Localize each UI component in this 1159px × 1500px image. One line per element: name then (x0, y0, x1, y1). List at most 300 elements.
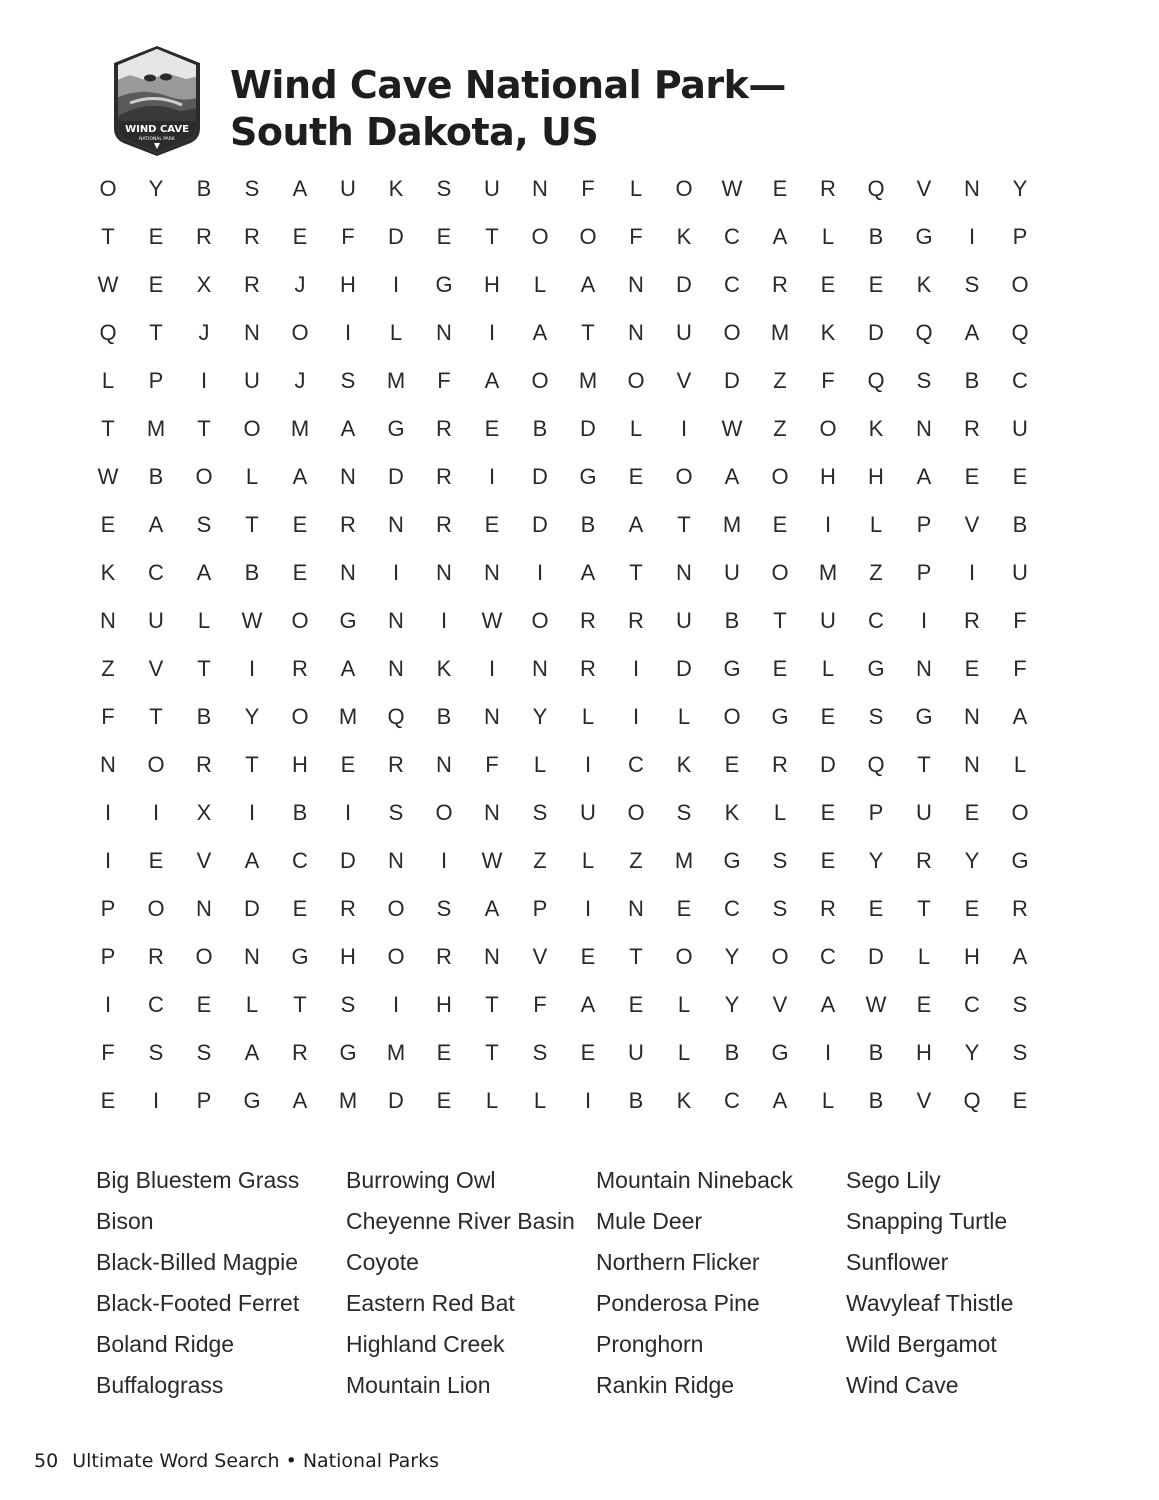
grid-letter: O (627, 368, 645, 393)
grid-letter: N (100, 608, 116, 633)
grid-letter: I (680, 416, 688, 441)
grid-letter: E (1012, 1088, 1028, 1113)
grid-letter: P (916, 512, 932, 537)
grid-letter: L (581, 704, 595, 729)
grid-letter: D (724, 368, 740, 393)
badge-text-line1: WIND CAVE (125, 124, 189, 135)
grid-letter: Y (868, 848, 884, 873)
grid-letter: G (339, 1040, 357, 1065)
grid-letter: E (868, 272, 884, 297)
grid-letter: P (100, 896, 116, 921)
grid-letter: R (244, 272, 260, 297)
grid-letter: G (915, 704, 933, 729)
grid-letter: D (388, 224, 404, 249)
grid-letter: G (771, 704, 789, 729)
grid-letter: R (628, 608, 644, 633)
grid-letter: S (244, 176, 260, 201)
grid-letter: O (627, 800, 645, 825)
grid-letter: O (771, 944, 789, 969)
grid-letter: Q (963, 1088, 981, 1113)
grid-letter: W (481, 848, 503, 873)
grid-letter: E (340, 752, 356, 777)
grid-letter: O (723, 704, 741, 729)
grid-letter: D (532, 512, 548, 537)
footer-separator: • (285, 1450, 297, 1472)
grid-letter: U (724, 560, 740, 585)
grid-letter: E (820, 848, 836, 873)
badge-text-line2: NATIONAL PARK (139, 137, 175, 142)
grid-letter: I (920, 608, 928, 633)
grid-letter: I (584, 752, 592, 777)
grid-letter: W (97, 272, 119, 297)
grid-letter: M (386, 1040, 406, 1065)
grid-letter: N (196, 896, 212, 921)
word-list-item: Wild Bergamot (846, 1331, 997, 1357)
grid-letter: A (292, 1088, 308, 1113)
grid-letter: P (916, 560, 932, 585)
grid-letter: O (531, 224, 549, 249)
grid-letter: Z (773, 416, 787, 441)
grid-letter: L (389, 320, 403, 345)
grid-letter: A (196, 560, 212, 585)
grid-letter: O (195, 464, 213, 489)
grid-letter: G (1011, 848, 1029, 873)
grid-letter: E (196, 992, 212, 1017)
grid-letter: A (148, 512, 164, 537)
grid-letter: L (821, 224, 835, 249)
grid-letter: I (104, 848, 112, 873)
grid-letter: D (340, 848, 356, 873)
grid-letter: Q (867, 176, 885, 201)
grid-letter: K (436, 656, 452, 681)
grid-letter: T (245, 512, 259, 537)
grid-letter: O (771, 464, 789, 489)
grid-letter: S (340, 368, 356, 393)
grid-letter: G (579, 464, 597, 489)
grid-letter: P (148, 368, 164, 393)
grid-letter: C (628, 752, 644, 777)
word-list-item: Mule Deer (596, 1208, 703, 1234)
grid-letter: O (675, 464, 693, 489)
grid-letter: I (440, 848, 448, 873)
grid-letter: K (388, 176, 404, 201)
grid-letter: A (580, 272, 596, 297)
grid-letter: P (196, 1088, 212, 1113)
grid-letter: K (676, 752, 692, 777)
grid-letter: F (485, 752, 499, 777)
grid-letter: A (244, 848, 260, 873)
grid-letter: Y (148, 176, 164, 201)
grid-letter: N (964, 752, 980, 777)
grid-letter: L (773, 800, 787, 825)
grid-letter: R (196, 224, 212, 249)
grid-letter: I (392, 992, 400, 1017)
grid-letter: E (100, 1088, 116, 1113)
grid-letter: R (580, 608, 596, 633)
grid-letter: C (820, 944, 836, 969)
word-list-item: Burrowing Owl (346, 1167, 496, 1193)
grid-letter: B (292, 800, 308, 825)
grid-letter: F (629, 224, 643, 249)
word-list-item: Highland Creek (346, 1331, 505, 1357)
grid-letter: E (676, 896, 692, 921)
grid-letter: E (628, 464, 644, 489)
grid-letter: N (916, 416, 932, 441)
grid-letter: R (436, 464, 452, 489)
grid-letter: V (916, 1088, 932, 1113)
grid-letter: I (440, 608, 448, 633)
grid-letter: N (388, 848, 404, 873)
grid-letter: B (628, 1088, 644, 1113)
grid-letter: L (197, 608, 211, 633)
grid-letter: C (724, 272, 740, 297)
grid-letter: N (916, 656, 932, 681)
grid-letter: L (677, 992, 691, 1017)
grid-letter: E (580, 944, 596, 969)
grid-letter: B (1012, 512, 1028, 537)
grid-letter: W (865, 992, 887, 1017)
grid-letter: L (629, 416, 643, 441)
grid-letter: N (340, 560, 356, 585)
word-list-item: Ponderosa Pine (596, 1290, 760, 1316)
grid-letter: Z (773, 368, 787, 393)
grid-letter: B (724, 608, 740, 633)
grid-letter: N (436, 320, 452, 345)
grid-letter: R (580, 656, 596, 681)
grid-letter: T (581, 320, 595, 345)
grid-letter: S (916, 368, 932, 393)
grid-letter: Y (532, 704, 548, 729)
grid-letter: I (104, 800, 112, 825)
grid-letter: E (964, 656, 980, 681)
grid-letter: N (484, 704, 500, 729)
grid-letter: H (868, 464, 884, 489)
grid-letter: G (723, 848, 741, 873)
grid-letter: A (820, 992, 836, 1017)
word-list-item: Eastern Red Bat (346, 1290, 515, 1316)
grid-letter: S (148, 1040, 164, 1065)
grid-letter: F (533, 992, 547, 1017)
grid-letter: R (820, 176, 836, 201)
grid-letter: O (243, 416, 261, 441)
grid-letter: F (1013, 608, 1027, 633)
grid-letter: C (724, 224, 740, 249)
grid-letter: E (484, 512, 500, 537)
grid-letter: Y (244, 704, 260, 729)
grid-letter: M (338, 1088, 358, 1113)
grid-letter: K (820, 320, 836, 345)
grid-letter: E (916, 992, 932, 1017)
grid-letter: D (388, 464, 404, 489)
grid-letter: Q (99, 320, 117, 345)
grid-letter: B (868, 224, 884, 249)
grid-letter: E (580, 1040, 596, 1065)
grid-letter: Y (1012, 176, 1028, 201)
grid-letter: I (488, 320, 496, 345)
grid-letter: A (628, 512, 644, 537)
grid-letter: R (436, 512, 452, 537)
grid-letter: E (820, 704, 836, 729)
grid-letter: U (676, 608, 692, 633)
book-title: Ultimate Word Search (72, 1450, 280, 1472)
grid-letter: R (292, 1040, 308, 1065)
grid-letter: U (916, 800, 932, 825)
grid-letter: H (340, 272, 356, 297)
grid-letter: J (198, 320, 210, 345)
grid-letter: I (392, 272, 400, 297)
grid-letter: W (721, 416, 743, 441)
grid-letter: S (196, 1040, 212, 1065)
grid-letter: Y (724, 992, 740, 1017)
grid-letter: J (294, 272, 306, 297)
grid-letter: U (340, 176, 356, 201)
grid-letter: M (722, 512, 742, 537)
grid-letter: X (196, 272, 212, 297)
grid-letter: E (148, 848, 164, 873)
grid-letter: A (772, 1088, 788, 1113)
grid-letter: Q (867, 368, 885, 393)
grid-letter: B (148, 464, 164, 489)
grid-letter: U (1012, 560, 1028, 585)
grid-letter: P (100, 944, 116, 969)
grid-letter: T (485, 1040, 499, 1065)
grid-letter: G (723, 656, 741, 681)
word-list-item: Buffalograss (96, 1372, 224, 1398)
grid-letter: R (196, 752, 212, 777)
grid-letter: G (387, 416, 405, 441)
grid-letter: A (916, 464, 932, 489)
grid-letter: C (724, 896, 740, 921)
grid-letter: N (436, 752, 452, 777)
grid-letter: Z (101, 656, 115, 681)
grid-letter: G (291, 944, 309, 969)
grid-letter: W (97, 464, 119, 489)
grid-letter: P (868, 800, 884, 825)
grid-letter: S (196, 512, 212, 537)
grid-letter: J (294, 368, 306, 393)
grid-letter: V (964, 512, 980, 537)
grid-letter: C (292, 848, 308, 873)
grid-letter: N (532, 176, 548, 201)
grid-letter: A (244, 1040, 260, 1065)
grid-letter: I (152, 800, 160, 825)
grid-letter: S (532, 800, 548, 825)
word-list-item: Cheyenne River Basin (346, 1208, 575, 1234)
section-name: National Parks (302, 1450, 439, 1472)
grid-letter: F (101, 704, 115, 729)
grid-letter: V (772, 992, 788, 1017)
grid-letter: O (675, 944, 693, 969)
grid-letter: I (344, 800, 352, 825)
grid-letter: E (436, 224, 452, 249)
grid-letter: S (772, 848, 788, 873)
grid-letter: L (533, 1088, 547, 1113)
grid-letter: T (485, 224, 499, 249)
grid-letter: O (1011, 272, 1029, 297)
grid-letter: A (484, 896, 500, 921)
grid-letter: U (1012, 416, 1028, 441)
grid-letter: D (868, 320, 884, 345)
grid-letter: T (773, 608, 787, 633)
grid-letter: R (340, 896, 356, 921)
grid-letter: Q (1011, 320, 1029, 345)
grid-letter: I (632, 704, 640, 729)
grid-letter: R (964, 416, 980, 441)
grid-letter: R (772, 272, 788, 297)
grid-letter: I (200, 368, 208, 393)
grid-letter: L (245, 464, 259, 489)
grid-letter: N (676, 560, 692, 585)
grid-letter: O (291, 608, 309, 633)
grid-letter: N (532, 656, 548, 681)
title-line-1: Wind Cave National Park— (230, 63, 786, 107)
word-list-item: Sego Lily (846, 1167, 941, 1193)
grid-letter: R (340, 512, 356, 537)
grid-letter: E (820, 272, 836, 297)
grid-letter: R (916, 848, 932, 873)
grid-letter: T (245, 752, 259, 777)
grid-letter: G (339, 608, 357, 633)
grid-letter: G (243, 1088, 261, 1113)
grid-letter: O (531, 368, 549, 393)
grid-letter: H (916, 1040, 932, 1065)
grid-letter: L (101, 368, 115, 393)
grid-letter: D (676, 272, 692, 297)
word-list-item: Black-Footed Ferret (96, 1290, 300, 1316)
grid-letter: K (916, 272, 932, 297)
grid-letter: E (148, 224, 164, 249)
grid-letter: R (244, 224, 260, 249)
grid-letter: G (771, 1040, 789, 1065)
grid-letter: I (488, 656, 496, 681)
grid-letter: E (868, 896, 884, 921)
grid-letter: F (437, 368, 451, 393)
grid-letter: T (149, 704, 163, 729)
grid-letter: E (772, 656, 788, 681)
grid-letter: A (772, 224, 788, 249)
grid-letter: N (388, 608, 404, 633)
grid-letter: D (580, 416, 596, 441)
grid-letter: W (241, 608, 263, 633)
grid-letter: T (149, 320, 163, 345)
grid-letter: O (147, 896, 165, 921)
grid-letter: O (99, 176, 117, 201)
grid-letter: I (344, 320, 352, 345)
grid-letter: M (674, 848, 694, 873)
grid-letter: N (628, 896, 644, 921)
grid-letter: S (964, 272, 980, 297)
grid-letter: U (676, 320, 692, 345)
grid-letter: E (436, 1088, 452, 1113)
word-list (96, 1160, 1096, 1406)
word-list-item: Bison (96, 1208, 154, 1234)
grid-letter: E (628, 992, 644, 1017)
word-list-item: Sunflower (846, 1249, 949, 1275)
grid-letter: R (1012, 896, 1028, 921)
grid-letter: N (100, 752, 116, 777)
title-line-2: South Dakota, US (230, 110, 599, 154)
grid-letter: A (292, 464, 308, 489)
grid-letter: A (964, 320, 980, 345)
grid-letter: U (484, 176, 500, 201)
grid-letter: L (485, 1088, 499, 1113)
grid-letter: L (677, 1040, 691, 1065)
word-list-item: Northern Flicker (596, 1249, 760, 1275)
word-list-item: Boland Ridge (96, 1331, 235, 1357)
grid-letter: L (917, 944, 931, 969)
grid-letter: A (1012, 704, 1028, 729)
grid-letter: E (436, 1040, 452, 1065)
grid-letter: Y (964, 1040, 980, 1065)
grid-letter: K (676, 1088, 692, 1113)
grid-letter: N (340, 464, 356, 489)
grid-letter: K (676, 224, 692, 249)
grid-letter: B (196, 704, 212, 729)
grid-letter: L (821, 656, 835, 681)
grid-letter: E (292, 224, 308, 249)
grid-letter: Q (915, 320, 933, 345)
grid-letter: R (436, 416, 452, 441)
grid-letter: L (629, 176, 643, 201)
grid-letter: W (721, 176, 743, 201)
grid-letter: T (485, 992, 499, 1017)
park-badge-logo (110, 45, 204, 157)
grid-letter: H (292, 752, 308, 777)
grid-letter: S (532, 1040, 548, 1065)
grid-letter: E (772, 176, 788, 201)
grid-letter: O (531, 608, 549, 633)
grid-letter: U (628, 1040, 644, 1065)
grid-letter: B (244, 560, 260, 585)
grid-letter: T (101, 416, 115, 441)
grid-letter: S (1012, 992, 1028, 1017)
grid-letter: U (148, 608, 164, 633)
grid-letter: Q (867, 752, 885, 777)
grid-letter: U (580, 800, 596, 825)
grid-letter: A (292, 176, 308, 201)
grid-letter: N (628, 320, 644, 345)
grid-letter: I (824, 512, 832, 537)
grid-letter: M (818, 560, 838, 585)
grid-letter: N (628, 272, 644, 297)
grid-letter: V (916, 176, 932, 201)
grid-letter: A (724, 464, 740, 489)
grid-letter: E (292, 560, 308, 585)
grid-letter: G (915, 224, 933, 249)
grid-letter: G (867, 656, 885, 681)
grid-letter: S (388, 800, 404, 825)
grid-letter: S (1012, 1040, 1028, 1065)
grid-letter: Z (629, 848, 643, 873)
grid-letter: P (532, 896, 548, 921)
grid-letter: O (387, 944, 405, 969)
grid-letter: K (100, 560, 116, 585)
grid-letter: I (152, 1088, 160, 1113)
grid-letter: O (675, 176, 693, 201)
grid-letter: W (481, 608, 503, 633)
grid-letter: O (723, 320, 741, 345)
grid-letter: D (244, 896, 260, 921)
grid-letter: Z (869, 560, 883, 585)
grid-letter: I (824, 1040, 832, 1065)
grid-letter: N (388, 656, 404, 681)
grid-letter: S (340, 992, 356, 1017)
grid-letter: N (484, 800, 500, 825)
grid-letter: H (436, 992, 452, 1017)
grid-letter: I (392, 560, 400, 585)
grid-letter: E (148, 272, 164, 297)
grid-letter: C (148, 560, 164, 585)
